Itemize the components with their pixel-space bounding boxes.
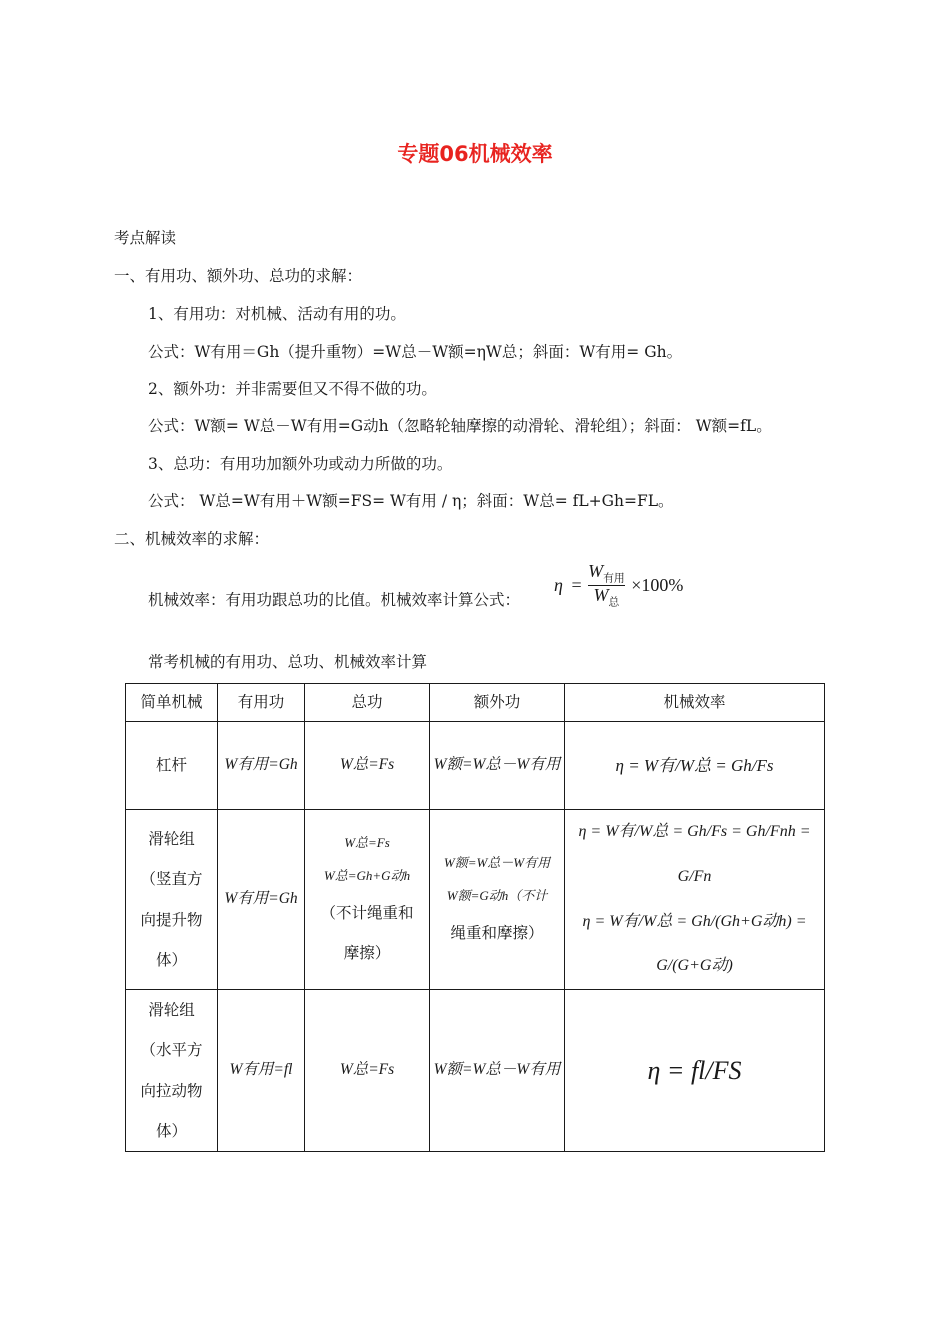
pulley-horizontal-extra: W额=W总－W有用 bbox=[430, 990, 565, 1152]
table-caption: 常考机械的有用功、总功、机械效率计算 bbox=[148, 653, 428, 671]
pulley-vertical-total bbox=[305, 810, 430, 990]
page-title: 专题06机械效率 bbox=[397, 142, 553, 166]
heading-1: 一、有用功、额外功、总功的求解： bbox=[114, 267, 363, 285]
table-row bbox=[126, 722, 825, 810]
item-2: 2、额外功：并非需要但又不得不做的功。 bbox=[148, 380, 437, 398]
table-header-row bbox=[126, 684, 825, 722]
lever-total: W总=Fs bbox=[305, 722, 430, 810]
item-1: 1、有用功：对机械、活动有用的功。 bbox=[148, 305, 406, 323]
denominator bbox=[588, 585, 625, 609]
efficiency-line: η = W有/W总 = Gh/(Gh+G动h) = G/(G+G动) bbox=[582, 912, 807, 975]
numerator-subscript: 有用 bbox=[603, 572, 625, 585]
fraction bbox=[588, 562, 625, 610]
extra-note: 绳重和摩擦） bbox=[450, 924, 544, 943]
total-line: W总=Fs bbox=[344, 834, 390, 850]
lever-name: 杠杆 bbox=[126, 722, 218, 810]
formula-1: 公式：W有用＝Gh（提升重物）=W总－W额=ηW总；斜面：W有用= Gh。 bbox=[148, 343, 683, 361]
percent-factor: ×100% bbox=[631, 575, 684, 596]
header-useful-work: 有用功 bbox=[218, 684, 305, 722]
total-note: 摩擦） bbox=[343, 944, 391, 963]
mechanics-table bbox=[125, 683, 825, 1152]
section-label: 考点解读 bbox=[114, 229, 177, 247]
extra-line: W额=G动h（不计 bbox=[446, 888, 548, 904]
pulley-vertical-useful: W有用=Gh bbox=[218, 810, 305, 990]
efficiency-line: η = W有/W总 = Gh/Fs = Gh/Fnh = G/Fn bbox=[578, 823, 811, 885]
denominator-subscript: 总 bbox=[608, 597, 620, 610]
numerator bbox=[588, 562, 625, 585]
equals-sign: = bbox=[571, 575, 582, 596]
pulley-horizontal-useful: W有用=fl bbox=[218, 990, 305, 1152]
header-total-work: 总功 bbox=[305, 684, 430, 722]
item-3: 3、总功：有用功加额外功或动力所做的功。 bbox=[148, 455, 453, 473]
table-row bbox=[126, 990, 825, 1152]
pulley-vertical-extra bbox=[430, 810, 565, 990]
numerator-symbol: W bbox=[588, 561, 604, 581]
denominator-symbol: W bbox=[593, 585, 609, 606]
header-extra-work: 额外功 bbox=[430, 684, 565, 722]
pulley-vertical-efficiency bbox=[565, 810, 825, 990]
total-note: （不计绳重和 bbox=[320, 904, 414, 923]
lever-extra: W额=W总－W有用 bbox=[430, 722, 565, 810]
header-machine: 简单机械 bbox=[126, 684, 218, 722]
lever-efficiency: η = W有/W总 = Gh/Fs bbox=[565, 722, 825, 810]
lever-useful: W有用=Gh bbox=[218, 722, 305, 810]
pulley-horizontal-efficiency: η = fl/FS bbox=[565, 990, 825, 1152]
pulley-vertical-name: 滑轮组（竖直方向提升物体） bbox=[126, 810, 218, 990]
formula-2: 公式：W额= W总－W有用=G动h（忽略轮轴摩擦的动滑轮、滑轮组）；斜面： W额=fL。 bbox=[148, 417, 772, 435]
total-line: W总=Gh+G动h bbox=[323, 868, 411, 884]
table-row bbox=[126, 810, 825, 990]
extra-line: W额=W总－W有用 bbox=[443, 854, 551, 870]
heading-2: 二、机械效率的求解： bbox=[114, 530, 270, 548]
efficiency-formula bbox=[552, 562, 685, 610]
efficiency-text: 机械效率：有用功跟总功的比值。机械效率计算公式： bbox=[148, 591, 521, 609]
header-efficiency: 机械效率 bbox=[565, 684, 825, 722]
eta-symbol: η bbox=[554, 575, 563, 596]
formula-3: 公式： W总=W有用＋W额=FS= W有用 / η；斜面：W总= fL+Gh=FL。 bbox=[148, 492, 674, 510]
pulley-horizontal-total: W总=Fs bbox=[305, 990, 430, 1152]
pulley-horizontal-name: 滑轮组（水平方向拉动物体） bbox=[126, 990, 218, 1152]
